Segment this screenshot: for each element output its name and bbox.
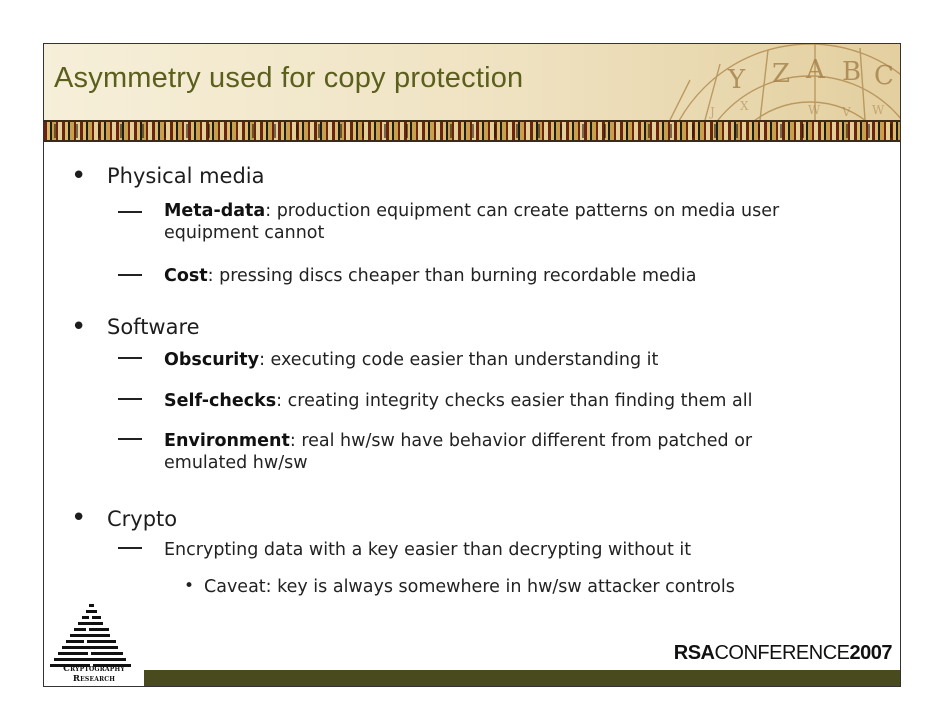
wheel-letter: C xyxy=(874,61,894,91)
decorative-pattern-overlay xyxy=(44,124,900,138)
slide-header xyxy=(44,44,900,120)
bullet-dot: • xyxy=(71,312,87,342)
sub-bullet-dash xyxy=(118,357,142,359)
sub-bullet-encrypting xyxy=(164,539,814,561)
sub-bullet-text: : real hw/sw have behavior different from patched or emulated hw/sw xyxy=(164,431,753,473)
sub-bullet-term: Meta-data xyxy=(164,201,266,221)
sub-bullet-dash xyxy=(118,274,142,276)
cipher-wheel-decoration xyxy=(610,44,900,120)
sub-bullet-self-checks xyxy=(164,390,814,412)
bullet-physical-media: Physical media xyxy=(107,164,265,188)
sub-bullet-meta-data xyxy=(164,200,814,244)
svg-text:J: J xyxy=(710,105,715,119)
sub-bullet-term: Self-checks xyxy=(164,391,277,411)
wheel-letter: A xyxy=(806,55,825,85)
pyramid-logo-icon xyxy=(44,598,144,672)
svg-text:W: W xyxy=(872,103,885,117)
sub-bullet-term: Obscurity xyxy=(164,350,260,370)
sub-bullet-dash xyxy=(118,547,142,549)
sub-bullet-text: : pressing discs cheaper than burning recordable media xyxy=(207,266,697,286)
bullet-crypto: Crypto xyxy=(107,507,178,531)
wheel-letter: Y xyxy=(728,65,746,95)
bullet-software: Software xyxy=(107,315,200,339)
slide xyxy=(43,43,901,687)
bullet-dot: • xyxy=(71,503,87,533)
sub-bullet-term: Environment xyxy=(164,431,290,451)
cryptography-research-logo xyxy=(44,598,144,686)
conference-logo-text: CONFERENCE xyxy=(714,642,850,664)
rsa-conference-logo xyxy=(674,642,892,662)
sub-bullet-environment xyxy=(164,430,814,474)
rsa-logo-text: RSA xyxy=(673,642,715,664)
sub-sub-bullet-dot: • xyxy=(184,576,195,596)
svg-text:X: X xyxy=(740,99,749,113)
sub-sub-bullet-caveat: Caveat: key is always somewhere in hw/sw attacker controls xyxy=(204,577,735,597)
sub-bullet-text: : production equipment can create patterns on media user equipment cannot xyxy=(164,201,780,243)
footer-bar xyxy=(144,670,900,686)
sub-bullet-term: Cost xyxy=(164,266,208,286)
sub-bullet-text: Encrypting data with a key easier than decrypting without it xyxy=(164,540,692,560)
svg-text:W: W xyxy=(808,103,821,117)
logo-text: Cryptography Research xyxy=(63,664,125,684)
slide-title: Asymmetry used for copy protection xyxy=(54,62,524,94)
sub-bullet-text: : executing code easier than understanding it xyxy=(259,350,659,370)
sub-bullet-cost xyxy=(164,265,814,287)
conference-year-text: 2007 xyxy=(849,642,892,664)
sub-bullet-dash xyxy=(118,211,142,213)
sub-bullet-dash xyxy=(118,438,142,440)
sub-bullet-text: : creating integrity checks easier than finding them all xyxy=(276,391,753,411)
sub-bullet-dash xyxy=(118,398,142,400)
svg-text:V: V xyxy=(842,105,851,119)
sub-bullet-obscurity xyxy=(164,349,814,371)
wheel-letter: B xyxy=(842,57,862,87)
bullet-dot: • xyxy=(71,161,87,191)
wheel-letter: Z xyxy=(772,59,791,89)
